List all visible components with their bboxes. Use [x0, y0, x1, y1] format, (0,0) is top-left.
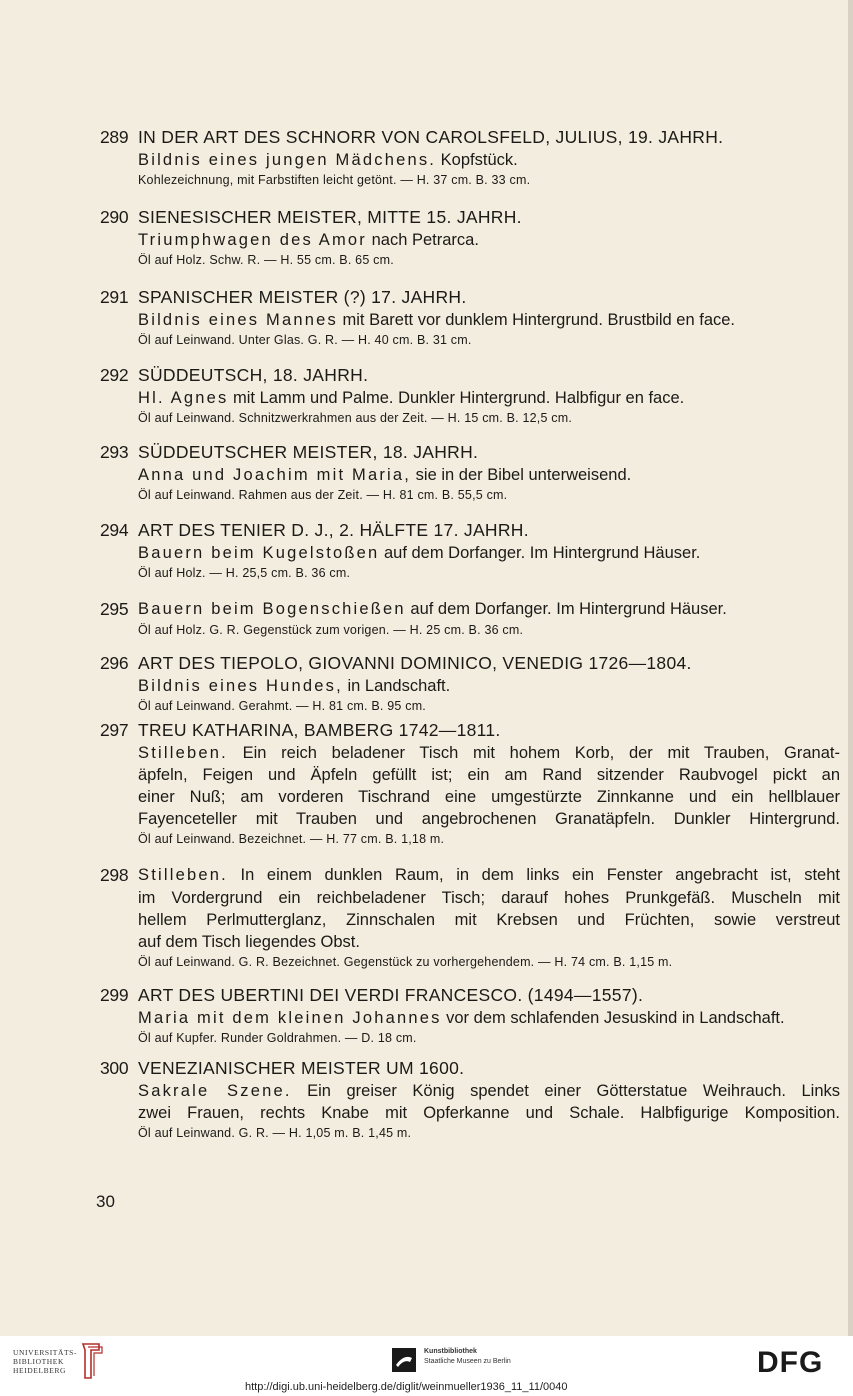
- kunstbibliothek-label[interactable]: [424, 1347, 511, 1367]
- entry-meta: Öl auf Leinwand. G. R. Bezeichnet. Gegenstück zu vorhergehendem. — H. 74 cm. B. 1,15 m.: [138, 955, 673, 969]
- entry-meta: Öl auf Leinwand. Schnitzwerkrahmen aus der Zeit. — H. 15 cm. B. 12,5 cm.: [138, 411, 573, 425]
- entry-number: 295: [100, 599, 129, 619]
- entry-meta: Öl auf Leinwand. Gerahmt. — H. 81 cm. B. 95 cm.: [138, 699, 426, 713]
- entry-desc-line: Ein greiser König spendet einer Götterstatue Weihrauch. Links: [291, 1082, 840, 1100]
- entry-desc-line: hellem Perlmutterglanz, Zinnschalen mit Krebsen und Früchten, sowie verstreut: [138, 911, 840, 929]
- ub-heidelberg-logo-icon[interactable]: [79, 1342, 103, 1380]
- entry-meta: Kohlezeichnung, mit Farbstiften leicht getönt. — H. 37 cm. B. 33 cm.: [138, 173, 531, 187]
- catalog-entry-298: [100, 863, 840, 972]
- dfg-logo[interactable]: DFG: [757, 1346, 824, 1379]
- entry-number: 297: [100, 720, 129, 740]
- entry-meta: Öl auf Leinwand. Rahmen aus der Zeit. — H. 81 cm. B. 55,5 cm.: [138, 488, 508, 502]
- entry-number: 299: [100, 985, 129, 1005]
- entry-desc-line: In einem dunklen Raum, in dem links ein Fenster angebracht ist, steht: [227, 866, 840, 884]
- page-number: 30: [96, 1192, 115, 1211]
- entry-title: Anna und Joachim mit Maria,: [138, 466, 412, 484]
- catalog-entry-296: [100, 651, 840, 716]
- entry-heading: VENEZIANISCHER MEISTER UM 1600.: [138, 1058, 465, 1078]
- page-edge: [848, 0, 853, 1336]
- entry-desc-line: sie in der Bibel unterweisend.: [411, 466, 632, 484]
- catalog-entry-290: [100, 205, 840, 270]
- entry-meta: Öl auf Holz. Schw. R. — H. 55 cm. B. 65 cm.: [138, 253, 394, 267]
- entry-number: 300: [100, 1058, 129, 1078]
- entry-meta: Öl auf Holz. — H. 25,5 cm. B. 36 cm.: [138, 566, 351, 580]
- kb-label-line: Staatliche Museen zu Berlin: [424, 1358, 511, 1365]
- ub-heidelberg-label[interactable]: [13, 1348, 77, 1375]
- ub-label-line: BIBLIOTHEK: [13, 1357, 64, 1366]
- entry-heading: IN DER ART DES SCHNORR VON CAROLSFELD, JULIUS, 19. JAHRH.: [138, 127, 724, 147]
- entry-heading: SPANISCHER MEISTER (?) 17. JAHRH.: [138, 287, 467, 307]
- catalog-entry-299: [100, 983, 840, 1048]
- entry-meta: Öl auf Holz. G. R. Gegenstück zum vorigen. — H. 25 cm. B. 36 cm.: [138, 623, 524, 637]
- entry-heading: ART DES TENIER D. J., 2. HÄLFTE 17. JAHRH.: [138, 520, 529, 540]
- entry-desc-line: einer Nuß; am vorderen Tischrand eine umgestürzte Zinnkanne und ein hellblauer: [138, 788, 840, 806]
- entry-heading: ART DES UBERTINI DEI VERDI FRANCESCO. (1494—1557).: [138, 985, 644, 1005]
- entry-title: Maria mit dem kleinen Johannes: [138, 1009, 442, 1027]
- ub-label-line: HEIDELBERG: [13, 1366, 67, 1375]
- entry-desc-line: mit Lamm und Palme. Dunkler Hintergrund. Halbfigur en face.: [228, 389, 685, 407]
- entry-number: 296: [100, 653, 129, 673]
- entry-desc-line: Kopfstück.: [436, 151, 518, 169]
- entry-desc-line: äpfeln, Feigen und Äpfeln gefüllt ist; ein am Rand sitzender Raubvogel pickt an: [138, 766, 840, 784]
- entry-desc-line: in Landschaft.: [342, 677, 451, 695]
- entry-title: Bildnis eines Hundes,: [138, 677, 343, 695]
- entry-meta: Öl auf Leinwand. Bezeichnet. — H. 77 cm. B. 1,18 m.: [138, 832, 445, 846]
- catalog-entry-289: [100, 125, 840, 190]
- catalog-entry-300: [100, 1056, 840, 1143]
- entry-title: Bildnis eines Mannes: [138, 311, 338, 329]
- entry-desc-line: zwei Frauen, rechts Knabe mit Opferkanne und Schale. Halbfigurige Komposition.: [138, 1104, 840, 1122]
- entry-heading: ART DES TIEPOLO, GIOVANNI DOMINICO, VENEDIG 1726—1804.: [138, 653, 692, 673]
- entry-number: 293: [100, 442, 129, 462]
- kb-label-line: Kunstbibliothek: [424, 1348, 477, 1355]
- entry-title: Hl. Agnes: [138, 389, 229, 407]
- entry-title: Stilleben.: [138, 866, 228, 884]
- entry-title: Triumphwagen des Amor: [138, 231, 368, 249]
- entry-meta: Öl auf Leinwand. G. R. — H. 1,05 m. B. 1,45 m.: [138, 1126, 412, 1140]
- entry-desc-line: Fayenceteller mit Trauben und angebrochenen Granatäpfeln. Dunkler Hintergrund.: [138, 810, 840, 828]
- entry-heading: SÜDDEUTSCH, 18. JAHRH.: [138, 365, 369, 385]
- entry-title: Sakrale Szene.: [138, 1082, 292, 1100]
- entry-number: 298: [100, 865, 129, 885]
- entry-meta: Öl auf Leinwand. Unter Glas. G. R. — H. 40 cm. B. 31 cm.: [138, 333, 472, 347]
- entry-heading: SIENESISCHER MEISTER, MITTE 15. JAHRH.: [138, 207, 522, 227]
- entry-desc-line: Ein reich beladener Tisch mit hohem Korb, der mit Trauben, Granat-: [227, 744, 840, 762]
- entry-heading: TREU KATHARINA, BAMBERG 1742—1811.: [138, 720, 501, 740]
- entry-desc-line: nach Petrarca.: [367, 231, 479, 249]
- entry-number: 291: [100, 287, 129, 307]
- entry-desc-line: auf dem Dorfanger. Im Hintergrund Häuser.: [379, 544, 701, 562]
- catalog-entry-295: [100, 597, 840, 640]
- catalog-entry-293: [100, 440, 840, 505]
- catalog-entry-297: [100, 718, 840, 849]
- ub-label-line: UNIVERSITÄTS-: [13, 1348, 78, 1357]
- entry-meta: Öl auf Kupfer. Runder Goldrahmen. — D. 18 cm.: [138, 1031, 417, 1045]
- entry-number: 294: [100, 520, 129, 540]
- entry-title: Bauern beim Kugelstoßen: [138, 544, 380, 562]
- catalog-entry-292: [100, 363, 840, 428]
- entry-desc-line: im Vordergrund ein reichbeladener Tisch; darauf hohes Prunkgefäß. Muscheln mit: [138, 889, 840, 907]
- entry-title: Bauern beim Bogenschießen: [138, 600, 406, 618]
- entry-desc-line: auf dem Dorfanger. Im Hintergrund Häuser.: [405, 600, 727, 618]
- entry-number: 289: [100, 127, 129, 147]
- entry-desc-line: auf dem Tisch liegendes Obst.: [138, 933, 360, 951]
- entry-desc-line: vor dem schlafenden Jesuskind in Landschaft.: [441, 1009, 785, 1027]
- catalog-entry-291: [100, 285, 840, 350]
- entry-desc-line: mit Barett vor dunklem Hintergrund. Brustbild en face.: [337, 311, 736, 329]
- entry-number: 292: [100, 365, 129, 385]
- entry-number: 290: [100, 207, 129, 227]
- catalog-entry-294: [100, 518, 840, 583]
- permalink-url[interactable]: http://digi.ub.uni-heidelberg.de/diglit/weinmueller1936_11_11/0040: [245, 1381, 568, 1393]
- kunstbibliothek-logo-icon[interactable]: [392, 1348, 416, 1372]
- entry-title: Bildnis eines jungen Mädchens.: [138, 151, 437, 169]
- entry-heading: SÜDDEUTSCHER MEISTER, 18. JAHRH.: [138, 442, 479, 462]
- entry-title: Stilleben.: [138, 744, 228, 762]
